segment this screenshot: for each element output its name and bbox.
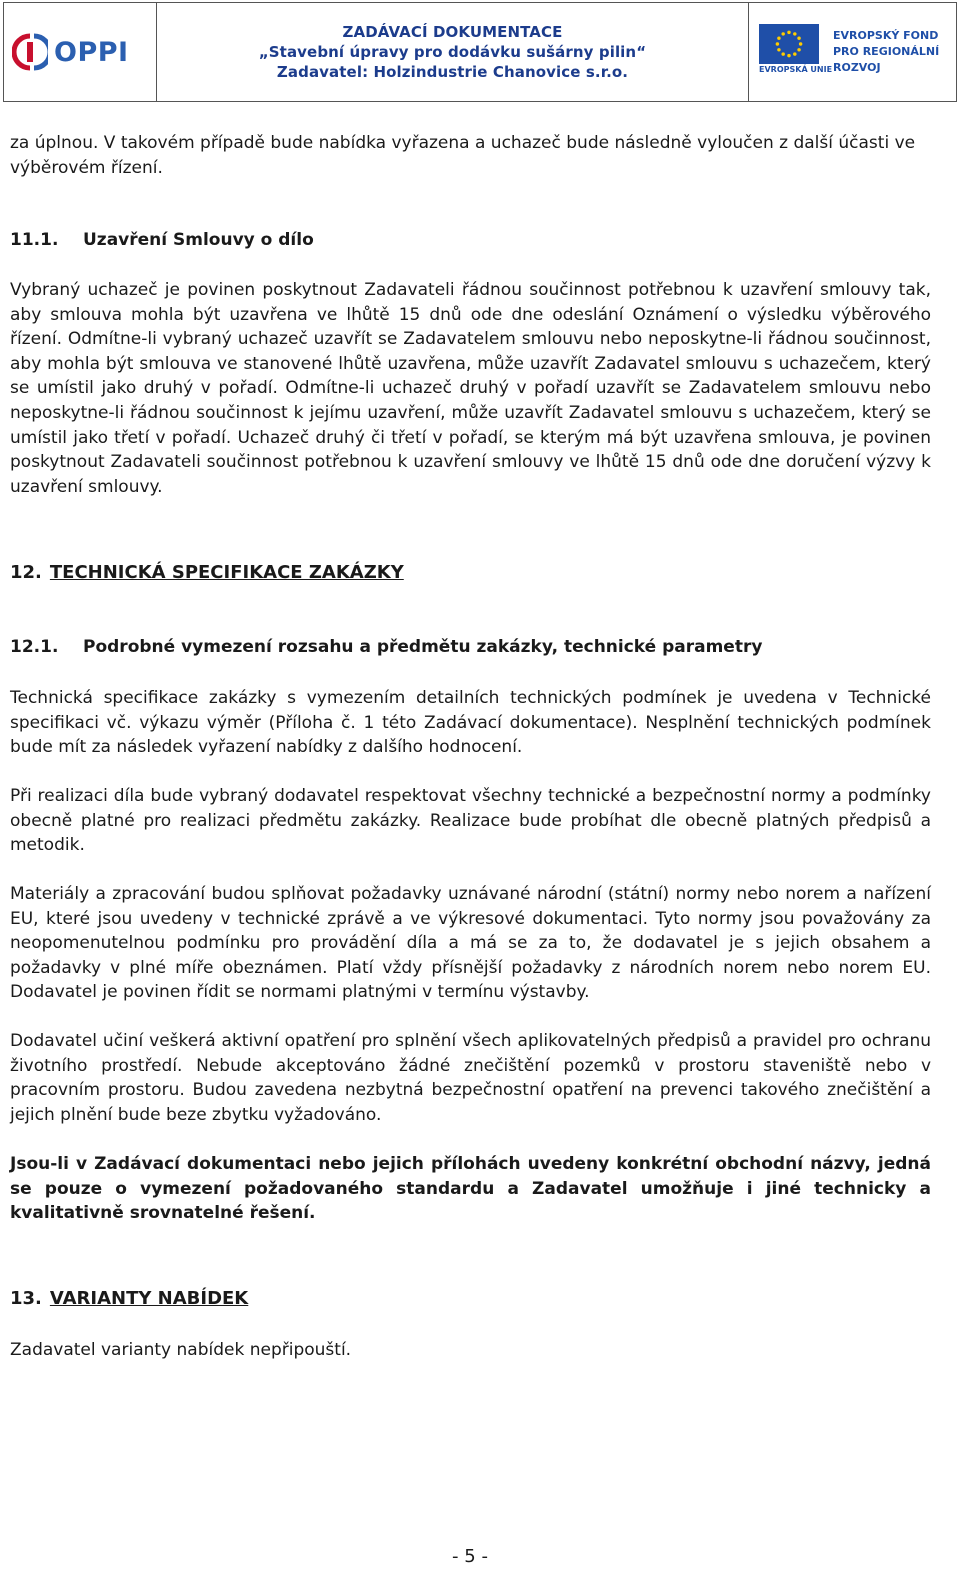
eu-fund-name	[833, 28, 939, 76]
section-13-heading	[10, 1288, 248, 1309]
section-13-paragraph: Zadavatel varianty nabídek nepřipouští.	[10, 1340, 352, 1360]
section-12-1-paragraph-a: Technická specifikace zakázky s vymezením detailních technických podmínek je uvedena v Technické specifikaci vč. výkazu výměr (Příloha č. 1 této Zadávací dokumentace). Nesplnění technických podmínek bude mít za následek vyřazení nabídky z dalšího hodnocení.	[10, 688, 931, 758]
section-12-1-paragraph-e: Jsou-li v Zadávací dokumentaci nebo jejich přílohách uvedeny konkrétní obchodní názvy, jedná se pouze o vymezení požadovaného standardu a Zadavatel umožňuje i jiné technicky a kvalitativně srovnatelné řešení.	[10, 1154, 931, 1224]
eu-fund-line: PRO REGIONÁLNÍ	[833, 45, 940, 58]
oppi-emblem-icon	[12, 32, 48, 72]
page-number: - 5 -	[452, 1546, 488, 1567]
header-project-name: „Stavební úpravy pro dodávku sušárny pilin“	[258, 43, 647, 61]
section-11-1-paragraph: Vybraný uchazeč je povinen poskytnout Zadavateli řádnou součinnost potřebnou k uzavření smlouvy tak, aby smlouva mohla být uzavřena ve lhůtě 15 dnů ode dne odeslání Oznámení o výsledku výběrového řízení. Odmítne-li vybraný uchazeč uzavřít se Zadavatelem smlouvu nebo neposkytne-li řádnou součinnost, aby mohla být smlouva ve stanovené lhůtě uzavřena, může uzavřít Zadavatel smlouvu s uchazečem, který se umístil jako druhý v pořadí. Odmítne-li uchazeč druhý v pořadí uzavřít se Zadavatelem smlouvu nebo neposkytne-li řádnou součinnost k jejímu uzavření, může uzavřít Zadavatel smlouvu s uchazečem, který se umístil jako třetí v pořadí. Uchazeč druhý či třetí v pořadí, se kterým má být uzavřena smlouva, je povinen poskytnout Zadavateli součinnost potřebnou k uzavření smlouvy ve lhůtě 15 dnů ode dne doručení výzvy k uzavření smlouvy.	[10, 280, 931, 497]
section-12-1-paragraph-c: Materiály a zpracování budou splňovat požadavky uznávané národní (státní) normy nebo norem a nařízení EU, které jsou uvedeny v technické zprávě a ve výkresové dokumentaci. Tyto normy jsou považovány za neopomenutelnou podmínku pro provádění díla a má se za to, že dodavatel je s jejich obsahem a požadavky v plné míře obeznámen. Platí vždy přísnější požadavky z národních norem nebo norem EU. Dodavatel je povinen řídit se normami platnými v termínu výstavby.	[10, 884, 931, 1003]
section-12-1-paragraph-b: Při realizaci díla bude vybraný dodavatel respektovat všechny technické a bezpečnostní normy a podmínky obecně platné pro realizaci předmětu zakázky. Realizace bude probíhat dle obecně platných předpisů a metodik.	[10, 786, 931, 856]
header-title-block	[157, 3, 749, 101]
section-12-heading	[10, 562, 404, 583]
eu-flag-icon	[759, 24, 819, 64]
eu-logo	[749, 3, 956, 101]
oppi-logo	[4, 3, 157, 101]
eu-flag-label: EVROPSKÁ UNIE	[759, 65, 833, 74]
header-title: ZADÁVACÍ DOKUMENTACE	[342, 23, 563, 41]
intro-paragraph: za úplnou. V takovém případě bude nabídka vyřazena a uchazeč bude následně vyloučen z další účasti ve výběrovém řízení.	[10, 133, 916, 178]
document-header	[3, 2, 957, 102]
section-number: 13.	[10, 1288, 42, 1309]
section-title: Uzavření Smlouvy o dílo	[83, 230, 314, 250]
section-12-1-heading	[10, 637, 762, 657]
section-title: TECHNICKÁ SPECIFIKACE ZAKÁZKY	[49, 562, 404, 583]
section-title: VARIANTY NABÍDEK	[49, 1288, 249, 1309]
section-12-1-paragraph-d: Dodavatel učiní veškerá aktivní opatření pro splnění všech aplikovatelných předpisů a pravidel pro ochranu životního prostředí. Nebude akceptováno žádné znečištění pozemků v prostoru staveniště nebo v pracovním prostoru. Budou zavedena nezbytná bezpečnostní opatření na prevenci takového znečištění a jejich plnění bude beze zbytku vyžadováno.	[10, 1031, 931, 1125]
section-11-1-heading	[10, 230, 314, 250]
eu-fund-line: EVROPSKÝ FOND	[833, 29, 939, 42]
oppi-logo-text: OPPI	[54, 36, 129, 68]
section-number: 12.	[10, 562, 42, 583]
header-contracting-authority: Zadavatel: Holzindustrie Chanovice s.r.o.	[276, 63, 629, 81]
section-number: 12.1.	[10, 637, 59, 657]
eu-fund-line: ROZVOJ	[833, 61, 881, 74]
section-title: Podrobné vymezení rozsahu a předmětu zakázky, technické parametry	[83, 637, 763, 657]
section-number: 11.1.	[10, 230, 59, 250]
